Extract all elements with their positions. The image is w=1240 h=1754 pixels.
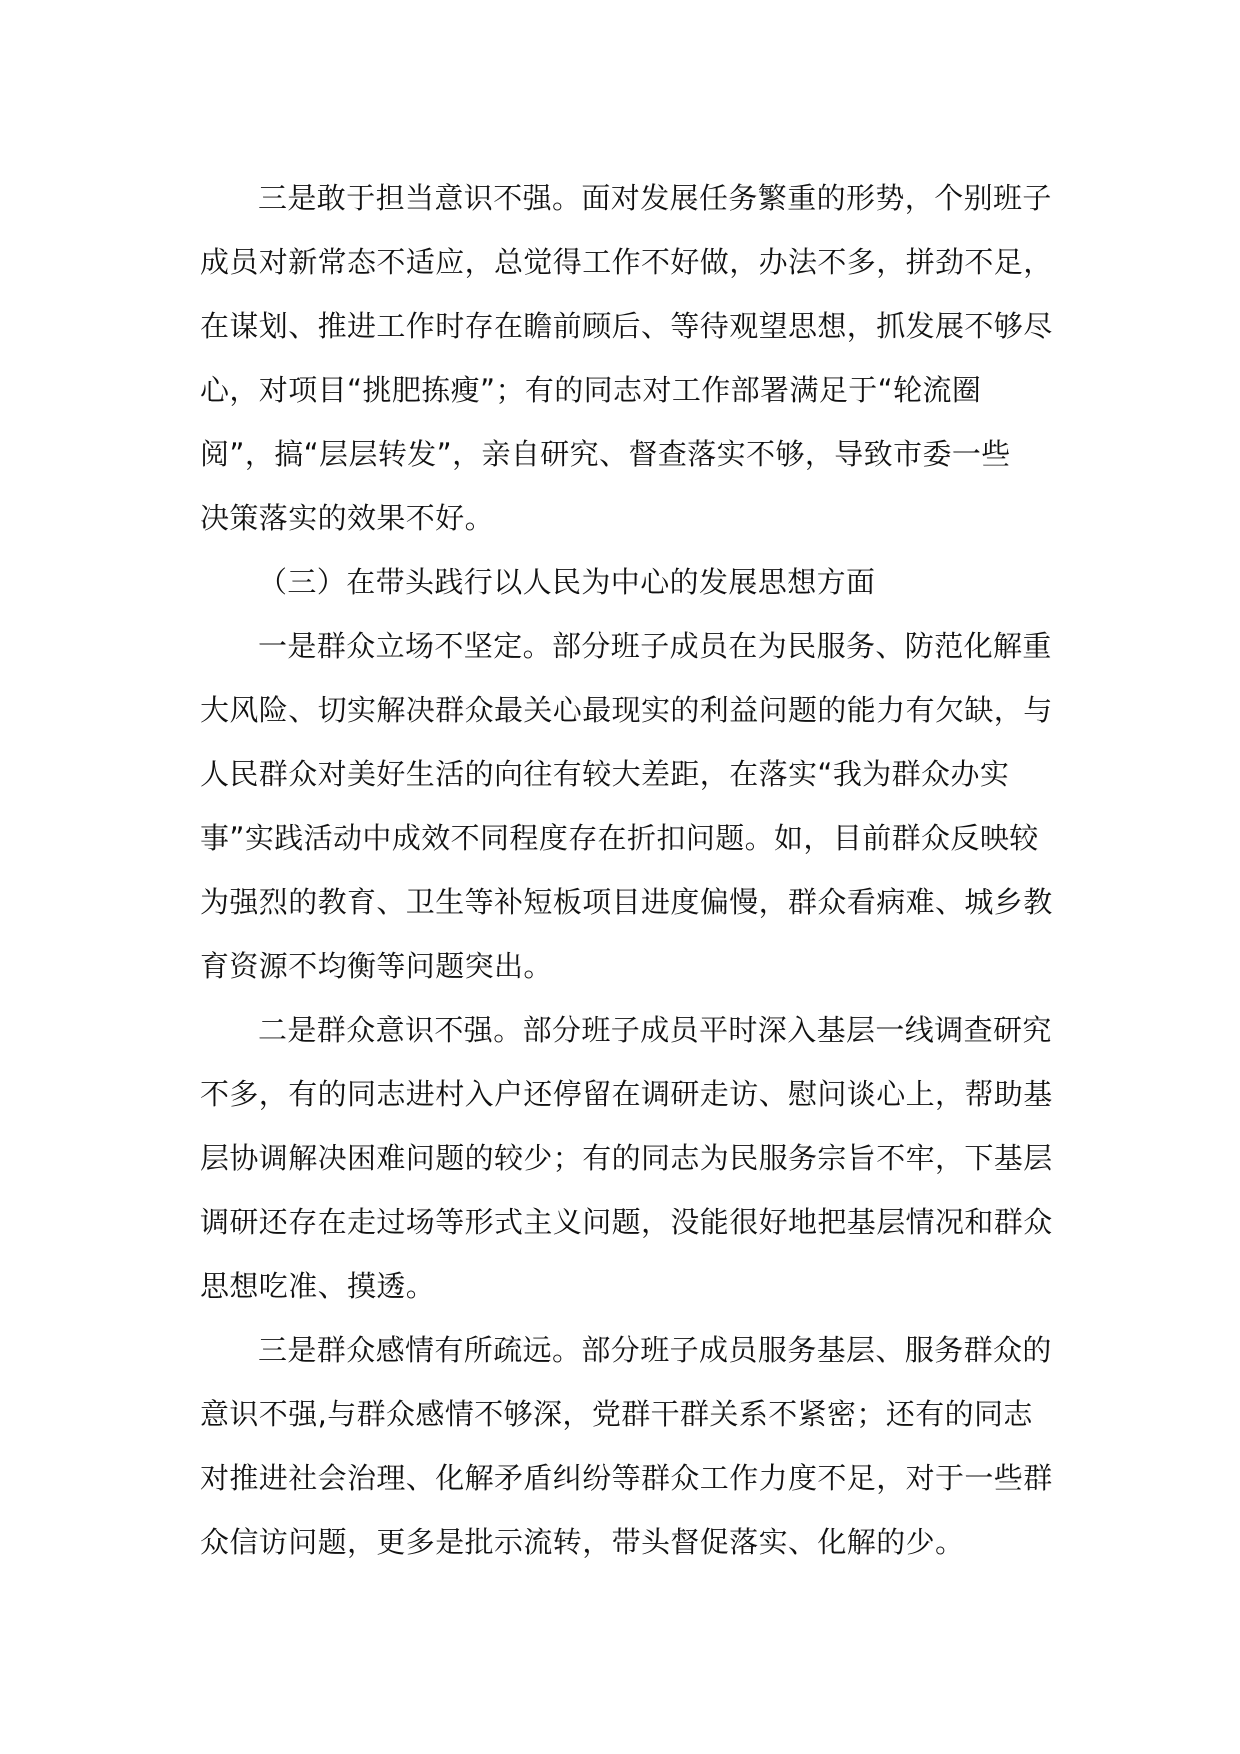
paragraph-line: 在谋划、推进工作时存在瞻前顾后、等待观望思想，抓发展不够尽 — [200, 309, 1053, 343]
section-heading — [200, 550, 1060, 614]
paragraph-line: 思想吃准、摸透。 — [200, 1269, 436, 1303]
paragraph-line: 决策落实的效果不好。 — [200, 501, 495, 535]
paragraph-line: 一是群众立场不坚定。部分班子成员在为民服务、防范化解重 — [258, 629, 1052, 663]
document-body — [200, 166, 1060, 1574]
paragraph-line: 三是敢于担当意识不强。面对发展任务繁重的形势，个别班子 — [258, 181, 1052, 215]
paragraph-line: 为强烈的教育、卫生等补短板项目进度偏慢，群众看病难、城乡教 — [200, 885, 1053, 919]
paragraph-line: 层协调解决困难问题的较少；有的同志为民服务宗旨不牢，下基层 — [200, 1141, 1053, 1175]
paragraph-line: 事”实践活动中成效不同程度存在折扣问题。如，目前群众反映较 — [200, 821, 1039, 855]
paragraph-line: 育资源不均衡等问题突出。 — [200, 949, 553, 983]
paragraph-line: 对推进社会治理、化解矛盾纠纷等群众工作力度不足，对于一些群 — [200, 1461, 1053, 1495]
paragraph-mass-awareness — [200, 998, 1060, 1318]
paragraph-line: 成员对新常态不适应，总觉得工作不好做，办法不多，拼劲不足， — [200, 245, 1053, 279]
paragraph-line: 人民群众对美好生活的向往有较大差距，在落实“我为群众办实 — [200, 757, 1010, 791]
paragraph-line: 调研还存在走过场等形式主义问题，没能很好地把基层情况和群众 — [200, 1205, 1053, 1239]
paragraph-line: 众信访问题，更多是批示流转，带头督促落实、化解的少。 — [200, 1525, 965, 1559]
paragraph-line: 心，对项目“挑肥拣瘦”；有的同志对工作部署满足于“轮流圈 — [200, 373, 982, 407]
paragraph-line: 三是群众感情有所疏远。部分班子成员服务基层、服务群众的 — [258, 1333, 1052, 1367]
paragraph-line: 大风险、切实解决群众最关心最现实的利益问题的能力有欠缺，与 — [200, 693, 1053, 727]
paragraph-mass-feelings — [200, 1318, 1060, 1574]
paragraph-line: 二是群众意识不强。部分班子成员平时深入基层一线调查研究 — [258, 1013, 1052, 1047]
paragraph-line: 阅”，搞“层层转发”，亲自研究、督查落实不够，导致市委一些 — [200, 437, 1011, 471]
section-heading-text: （三）在带头践行以人民为中心的发展思想方面 — [258, 565, 876, 599]
paragraph-line: 意识不强,与群众感情不够深，党群干群关系不紧密；还有的同志 — [200, 1397, 1033, 1431]
paragraph-courage-responsibility — [200, 166, 1060, 550]
paragraph-mass-standpoint — [200, 614, 1060, 998]
paragraph-line: 不多，有的同志进村入户还停留在调研走访、慰问谈心上，帮助基 — [200, 1077, 1053, 1111]
